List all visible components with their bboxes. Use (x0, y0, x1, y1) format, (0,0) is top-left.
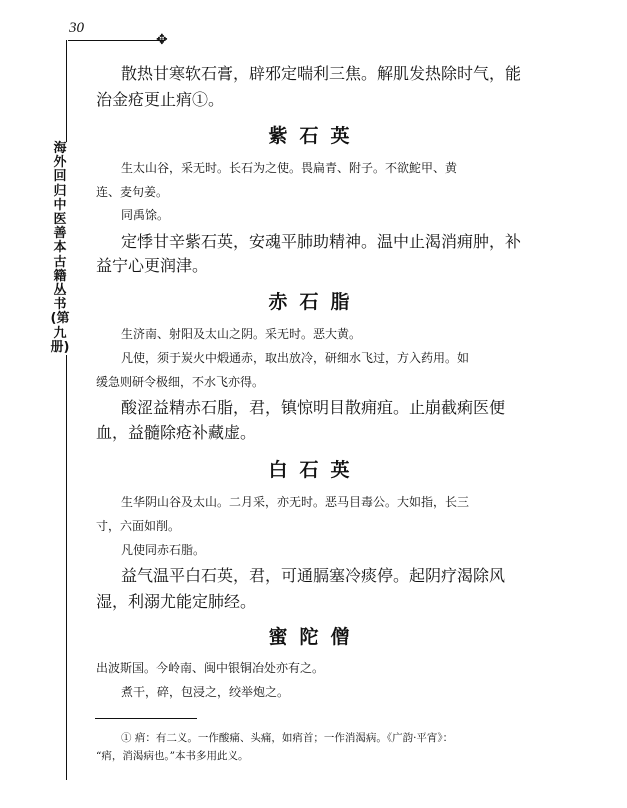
prep-line: 同禹馀。 (121, 208, 170, 222)
source-line: 生华阴山谷及太山。二月采，亦无时。恶马目毒公。大如指，长三 (121, 495, 470, 509)
prep-line: 凡使同赤石脂。 (121, 543, 206, 557)
header-ornament-icon: ✥ (156, 32, 168, 48)
verse-line: 酸涩益精赤石脂，君，镇惊明目散痈疽。止崩截痢医便 (121, 398, 506, 417)
source-line: 生济南、射阳及太山之阴。采无时。恶大黄。 (121, 327, 362, 341)
source-line: 生太山谷，采无时。长石为之使。畏扁青、附子。不欲鮀甲、黄 (121, 161, 458, 175)
book-series-title: 海外回归中医善本古籍丛书(第九册) (50, 141, 70, 355)
page-number: 30 (69, 20, 84, 36)
entry-heading: 蜜陀僧 (268, 626, 362, 648)
prep-line: 缓急则研令极细，不水飞亦得。 (96, 375, 265, 389)
header-rule (68, 40, 164, 41)
entry-heading: 白石英 (268, 459, 362, 481)
entry-heading: 紫石英 (268, 125, 362, 147)
source-line: 寸，六面如削。 (96, 519, 181, 533)
source-line: 出波斯国。今岭南、闽中银铜冶处亦有之。 (96, 661, 325, 675)
footnote-line: “痟，消渴病也。”本书多用此义。 (96, 750, 249, 762)
prep-line: 凡使，须于炭火中煅通赤，取出放冷，研细水飞过，方入药用。如 (121, 351, 470, 365)
source-line: 连、麦句姜。 (96, 185, 169, 199)
verse-line: 血，益髓除疮补藏虚。 (96, 423, 257, 442)
verse-line: 益气温平白石英，君，可通膈塞冷痰停。起阴疗渴除风 (121, 566, 506, 585)
verse-line: 散热甘寒软石膏，辟邪定喘利三焦。解肌发热除时气，能 (121, 64, 522, 83)
footnote-line: ① 痟：有二义。一作酸痛、头痛，如痟首；一作消渴病。《广韵·平宵》： (121, 732, 454, 744)
entry-heading: 赤石脂 (268, 291, 362, 313)
footnote-rule (95, 718, 197, 719)
verse-line: 湿，利溺尤能定肺经。 (96, 592, 257, 611)
verse-line: 定悸甘辛紫石英，安魂平肺助精神。温中止渴消痈肿，补 (121, 232, 522, 251)
verse-line: 治金疮更止痟①。 (96, 90, 225, 109)
verse-line: 益宁心更润津。 (96, 256, 209, 275)
prep-line: 煮干，碎，包浸之，绞举炮之。 (121, 685, 290, 699)
